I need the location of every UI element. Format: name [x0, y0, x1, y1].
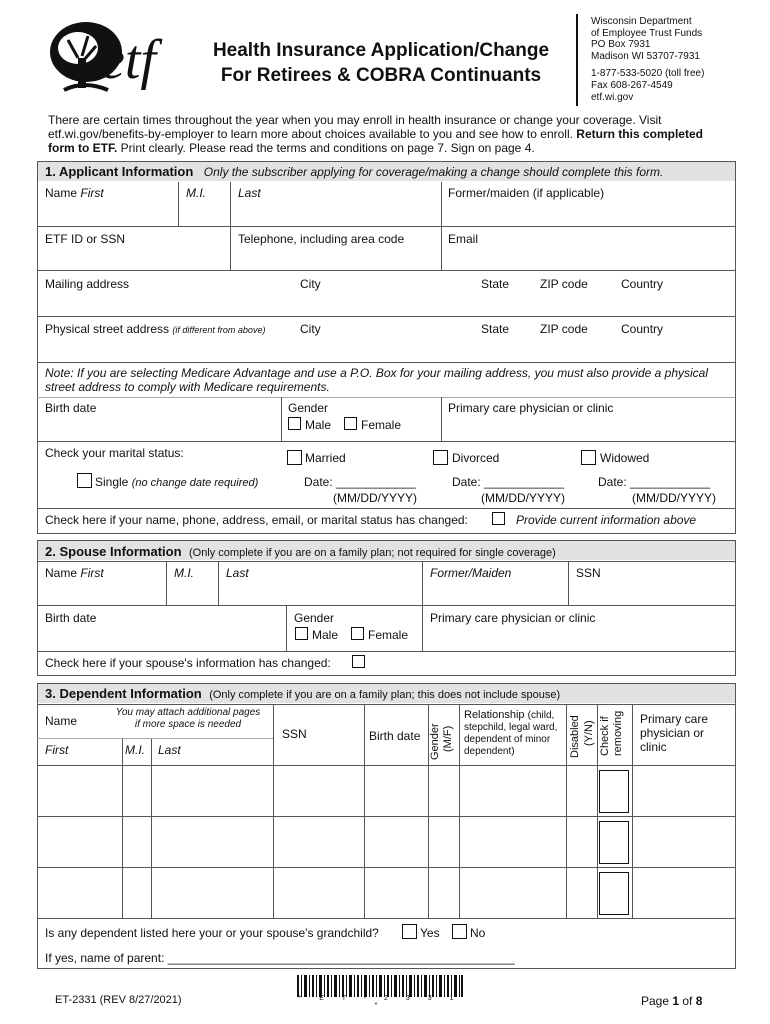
logo-text: etf	[100, 29, 156, 91]
spouse-birth-date-field[interactable]	[42, 628, 286, 650]
rule	[568, 561, 569, 605]
rule	[37, 533, 735, 534]
dep3-birth-field[interactable]	[368, 882, 430, 906]
address-line: PO Box 7931	[591, 39, 651, 50]
rule	[273, 704, 274, 919]
divorced-date-format: (MM/DD/YYYY)	[481, 491, 565, 505]
dep-attach-note: You may attach additional pages if more space is needed	[115, 707, 261, 730]
address-line: Madison WI 53707-7931	[591, 50, 700, 62]
section1-subtitle: Only the subscriber applying for coverage/making a change should complete this form.	[203, 165, 664, 179]
section1-header-text	[45, 163, 663, 181]
dep3-relationship-field[interactable]	[462, 882, 568, 906]
dep-first-label: First	[45, 743, 69, 757]
mi-label: M.I.	[186, 186, 206, 200]
rule	[286, 605, 287, 651]
rule	[37, 270, 735, 271]
rule	[37, 816, 735, 817]
etf-id-field[interactable]	[42, 248, 230, 270]
form-id: ET-2331 (REV 8/27/2021)	[55, 994, 182, 1006]
rule	[37, 675, 735, 676]
male-checkbox[interactable]	[288, 417, 301, 430]
dep2-ssn-field[interactable]	[277, 831, 365, 855]
applicant-former-name-field[interactable]	[445, 203, 735, 225]
dep1-last-field[interactable]	[155, 780, 273, 804]
marital-status-label: Check your marital status:	[45, 446, 184, 460]
male-label: Male	[305, 418, 332, 432]
dep2-first-field[interactable]	[42, 831, 122, 855]
divorced-label: Divorced	[452, 451, 500, 465]
applicant-changed-note: Provide current information above	[516, 513, 697, 527]
spouse-male-label: Male	[312, 628, 339, 642]
dep2-remove-checkbox[interactable]	[599, 821, 629, 864]
telephone-field[interactable]	[234, 248, 442, 270]
physical-city-label: City	[300, 322, 321, 336]
dep-mi-label: M.I.	[125, 743, 145, 757]
rule	[37, 316, 735, 317]
rule	[735, 683, 736, 969]
etf-logo	[38, 18, 188, 100]
dep-ssn-label: SSN	[282, 727, 307, 741]
rule	[281, 397, 282, 441]
spouse-female-label: Female	[368, 628, 409, 642]
dep3-ssn-field[interactable]	[277, 882, 365, 906]
mailing-city-label: City	[300, 277, 321, 291]
rule	[37, 397, 735, 398]
rule	[37, 540, 735, 541]
physical-state-label: State	[481, 322, 510, 336]
intro-text-2: Print clearly. Please read the terms and conditions on page 7. Sign on page 4.	[117, 141, 535, 155]
mailing-country-field[interactable]	[619, 294, 735, 316]
rule	[37, 704, 735, 705]
barcode-icon	[297, 975, 463, 997]
dep-disabled-label: Disabled	[569, 715, 581, 758]
rule	[37, 738, 273, 739]
dep1-disabled-field[interactable]	[569, 780, 599, 804]
spouse-last-name-field[interactable]	[222, 582, 422, 604]
dep2-gender-field[interactable]	[431, 831, 461, 855]
section2-header-text	[45, 543, 556, 561]
form-title-line1: Health Insurance Application/Change	[212, 40, 550, 61]
dep-check-label: Check if	[599, 716, 611, 756]
mailing-city-field[interactable]	[298, 294, 478, 316]
dep2-relationship-field[interactable]	[462, 831, 568, 855]
grandchild-no-checkbox[interactable]	[452, 924, 467, 939]
physical-country-field[interactable]	[619, 338, 735, 360]
rule	[37, 968, 735, 969]
rule	[441, 397, 442, 441]
spouse-ssn-field[interactable]	[572, 582, 734, 604]
parent-name-line: If yes, name of parent: ____________________________________________________	[45, 951, 515, 965]
single-label: Single (no change date required)	[95, 475, 259, 489]
rule	[37, 161, 38, 534]
dep3-pcp-field[interactable]	[636, 882, 736, 906]
applicant-mi-field[interactable]	[182, 203, 230, 225]
grandchild-question: Is any dependent listed here your or your spouse's grandchild?	[45, 926, 379, 940]
last-label: Last	[238, 186, 261, 200]
rule	[632, 704, 633, 919]
spouse-gender-label: Gender	[294, 611, 335, 625]
dep1-birth-field[interactable]	[368, 780, 430, 804]
intro-bold: Return this completed form to ETF.	[48, 127, 703, 155]
section1-title: 1. Applicant Information	[45, 164, 194, 179]
dep-gender-label: Gender	[429, 723, 441, 760]
divorced-date: Date: ____________	[452, 475, 565, 489]
phone: 1-877-533-5020 (toll free)	[591, 68, 705, 79]
dep2-birth-field[interactable]	[368, 831, 430, 855]
rule	[37, 561, 735, 562]
section3-header-text	[45, 685, 560, 703]
rule	[37, 683, 735, 684]
rule	[37, 651, 735, 652]
address-line: of Employee Trust Funds	[591, 27, 703, 39]
widowed-date: Date: ____________	[598, 475, 711, 489]
dep-birth-label: Birth date	[369, 729, 421, 743]
spouse-birth-label: Birth date	[45, 611, 97, 625]
dep3-remove-checkbox[interactable]	[599, 872, 629, 915]
form-title-line2: For Retirees & COBRA Continuants	[220, 65, 542, 86]
spouse-ssn-label: SSN	[576, 566, 601, 580]
dep3-first-field[interactable]	[42, 882, 122, 906]
dep3-disabled-field[interactable]	[569, 882, 599, 906]
dep-last-label: Last	[158, 743, 181, 757]
divorced-checkbox[interactable]	[433, 450, 448, 465]
dep1-relationship-field[interactable]	[462, 780, 568, 804]
widowed-label: Widowed	[600, 451, 650, 465]
section2-title: 2. Spouse Information	[45, 544, 182, 559]
telephone-label: Telephone, including area code	[238, 232, 405, 246]
pcp-label: Primary care physician or clinic	[448, 401, 614, 415]
mailing-country-label: Country	[621, 277, 664, 291]
rule	[422, 605, 423, 651]
rule	[422, 561, 423, 605]
physical-address-label: Physical street address (if different from above)	[45, 322, 266, 336]
rule	[37, 226, 735, 227]
rule	[735, 161, 736, 534]
dep-disabled-sub: (Y/N)	[583, 720, 595, 746]
dep3-last-field[interactable]	[155, 882, 273, 906]
dep1-mi-field[interactable]	[125, 780, 152, 804]
gender-label: Gender	[288, 401, 329, 415]
rule	[37, 161, 735, 162]
married-label: Married	[305, 451, 346, 465]
dep-check-sub: removing	[612, 710, 624, 756]
fax: Fax 608-267-4549	[591, 80, 673, 91]
married-date: Date: ____________	[304, 475, 417, 489]
rule	[735, 540, 736, 676]
spouse-pcp-field[interactable]	[426, 628, 734, 650]
grandchild-yes-checkbox[interactable]	[402, 924, 417, 939]
former-label: Former/maiden (if applicable)	[448, 186, 605, 200]
mailing-state-field[interactable]	[479, 294, 539, 316]
parent-name-field[interactable]	[176, 947, 532, 967]
physical-country-label: Country	[621, 322, 664, 336]
dep2-pcp-field[interactable]	[636, 831, 736, 855]
grandchild-no-label: No	[470, 926, 486, 940]
email-label: Email	[448, 232, 479, 246]
applicant-last-name-field[interactable]	[234, 203, 442, 225]
widowed-date-format: (MM/DD/YYYY)	[632, 491, 716, 505]
header-divider	[576, 14, 578, 106]
mailing-state-label: State	[481, 277, 510, 291]
dep-pcp-label: Primary care physician or clinic	[640, 712, 709, 754]
rule	[37, 605, 735, 606]
address-line: Wisconsin Department	[591, 16, 692, 27]
dep-relationship-label: Relationship (child, stepchild, legal ward, dependent of minor dependent)	[464, 709, 558, 757]
dep1-first-field[interactable]	[42, 780, 122, 804]
barcode	[297, 975, 463, 1009]
intro-text: There are certain times throughout the year when you may enroll in health insurance or change your coverage. Visit etf.wi.gov/benefits-by-employer to learn more about choices available to you and see how to enroll.	[48, 113, 662, 141]
dep1-remove-checkbox[interactable]	[599, 770, 629, 813]
physical-address-field[interactable]	[42, 338, 296, 360]
physical-zip-field[interactable]	[538, 338, 620, 360]
email-field[interactable]	[445, 248, 735, 270]
rule	[37, 918, 735, 919]
rule	[37, 765, 735, 766]
spouse-mi-field[interactable]	[170, 582, 218, 604]
rule	[37, 683, 38, 969]
dep-gender-sub: (M/F)	[442, 725, 454, 752]
married-date-format: (MM/DD/YYYY)	[333, 491, 417, 505]
mailing-zip-field[interactable]	[538, 294, 620, 316]
spouse-first-name-field[interactable]	[42, 582, 166, 604]
spouse-male-checkbox[interactable]	[295, 627, 308, 640]
pcp-field[interactable]	[445, 418, 735, 440]
physical-zip-label: ZIP code	[540, 322, 588, 336]
spouse-name-label: Name First	[45, 566, 104, 580]
rule	[37, 441, 735, 442]
website: etf.wi.gov	[591, 92, 634, 103]
intro-paragraph	[48, 113, 708, 155]
female-label: Female	[361, 418, 402, 432]
applicant-changed-label: Check here if your name, phone, address, email, or marital status has changed:	[45, 513, 468, 527]
section3-title: 3. Dependent Information	[45, 686, 202, 701]
female-checkbox[interactable]	[344, 417, 357, 430]
spouse-female-checkbox[interactable]	[351, 627, 364, 640]
birth-date-label: Birth date	[45, 401, 97, 415]
spouse-pcp-label: Primary care physician or clinic	[430, 611, 596, 625]
applicant-changed-checkbox[interactable]	[492, 512, 505, 525]
dep1-ssn-field[interactable]	[277, 780, 365, 804]
page-number: Page 1 of 8	[641, 994, 703, 1008]
rule	[218, 561, 219, 605]
spouse-changed-label: Check here if your spouse's information has changed:	[45, 656, 331, 670]
section2-subtitle: (Only complete if you are on a family plan; not required for single coverage)	[188, 547, 556, 559]
applicant-first-name-field[interactable]	[42, 203, 178, 225]
physical-city-field[interactable]	[298, 338, 478, 360]
section3-subtitle: (Only complete if you are on a family plan; this does not include spouse)	[209, 689, 561, 701]
birth-date-field[interactable]	[42, 418, 282, 440]
married-checkbox[interactable]	[287, 450, 302, 465]
dep2-disabled-field[interactable]	[569, 831, 599, 855]
rule	[166, 561, 167, 605]
rule	[37, 508, 735, 509]
grandchild-yes-label: Yes	[420, 926, 440, 940]
mailing-address-field[interactable]	[42, 294, 296, 316]
rule	[178, 182, 179, 226]
spouse-changed-checkbox[interactable]	[352, 655, 365, 668]
name-label: Name First	[45, 186, 104, 200]
etf-contact	[591, 68, 704, 104]
dep-name-label: Name	[45, 714, 78, 728]
mailing-zip-label: ZIP code	[540, 277, 588, 291]
etf-address	[591, 16, 702, 62]
spouse-last-label: Last	[226, 566, 249, 580]
mailing-address-label: Mailing address	[45, 277, 130, 291]
dep2-mi-field[interactable]	[125, 831, 152, 855]
dep1-gender-field[interactable]	[431, 780, 461, 804]
rule	[37, 362, 735, 363]
dep3-mi-field[interactable]	[125, 882, 152, 906]
spouse-former-label: Former/Maiden	[430, 566, 512, 580]
widowed-checkbox[interactable]	[581, 450, 596, 465]
medicare-note: Note: If you are selecting Medicare Advantage and use a P.O. Box for your mailing address, you must also provide a physical street address to comply with Medicare requirements.	[45, 366, 709, 394]
dep3-gender-field[interactable]	[431, 882, 461, 906]
etf-id-label: ETF ID or SSN	[45, 232, 126, 246]
dep2-last-field[interactable]	[155, 831, 273, 855]
dep1-pcp-field[interactable]	[636, 780, 736, 804]
spouse-former-name-field[interactable]	[426, 582, 568, 604]
single-checkbox[interactable]	[77, 473, 92, 488]
spouse-mi-label: M.I.	[174, 566, 194, 580]
barcode-text: * E T - 2 3 3 1 *	[298, 995, 462, 1009]
rule	[37, 867, 735, 868]
physical-state-field[interactable]	[479, 338, 539, 360]
